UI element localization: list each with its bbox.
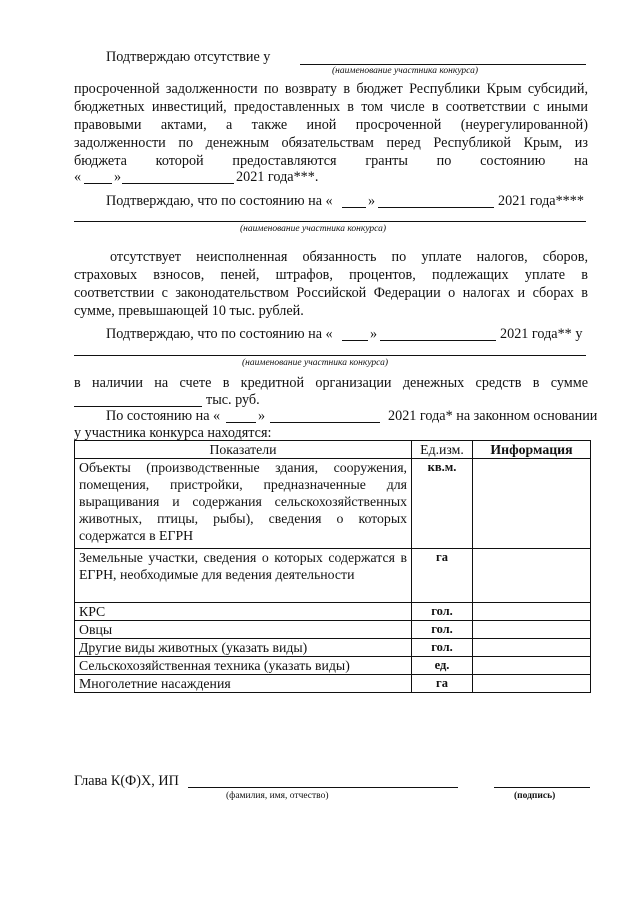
p1-line-5: бюджета которой предоставляются гранты по состоянию на <box>74 153 588 169</box>
p2-line-3: соответствии с законодательством Российской Федерации о налогах и сборах в <box>74 285 588 301</box>
p1-line-4: задолженности по денежным обязательствам перед Республикой Крым, из <box>74 135 588 151</box>
p1-line-3: правовыми актами, а также иной просроченной (неурегулированной) <box>74 117 588 133</box>
p4-lead: По состоянию на « <box>106 408 221 424</box>
p1-month-blank <box>122 183 234 184</box>
row-info-cell[interactable] <box>473 603 591 621</box>
table-row <box>75 549 591 603</box>
header-indicators: Показатели <box>75 441 412 459</box>
p3-year: 2021 года** у <box>500 326 583 342</box>
p1-line-2: бюджетных инвестиций, предоставленных в том числе в соответствии с иными <box>74 99 588 115</box>
row-unit: кв.м. <box>412 459 473 549</box>
signature-label: Глава К(Ф)Х, ИП <box>74 773 179 789</box>
p1-name-blank <box>300 64 586 65</box>
p2-name-blank <box>74 221 586 222</box>
p1-date-close: » <box>114 169 122 185</box>
p3-line-1: в наличии на счете в кредитной организации денежных средств в сумме <box>74 375 588 391</box>
table-row <box>75 459 591 549</box>
p4-year: 2021 года* на законном основании <box>388 408 598 424</box>
row-label: Сельскохозяйственная техника (указать виды) <box>75 657 412 675</box>
table-row <box>75 603 591 621</box>
table-row <box>75 621 591 639</box>
p1-day-blank <box>84 183 112 184</box>
table-row <box>75 657 591 675</box>
row-info-cell[interactable] <box>473 621 591 639</box>
row-unit: га <box>412 549 473 603</box>
p4-date-close: » <box>258 408 266 424</box>
row-unit: гол. <box>412 621 473 639</box>
header-information: Информация <box>473 441 591 459</box>
p1-line-1: просроченной задолженности по возврату в бюджет Республики Крым субсидий, <box>74 81 588 97</box>
row-label: Другие виды животных (указать виды) <box>75 639 412 657</box>
p2-month-blank <box>378 207 494 208</box>
p2-date-close: » <box>368 193 376 209</box>
row-info-cell[interactable] <box>473 459 591 549</box>
row-info-cell[interactable] <box>473 657 591 675</box>
p3-name-blank <box>74 355 586 356</box>
signature-name-caption: (фамилия, имя, отчество) <box>226 791 329 801</box>
header-unit: Ед.изм. <box>412 441 473 459</box>
row-info-cell[interactable] <box>473 675 591 693</box>
signature-sign-blank[interactable] <box>494 787 590 788</box>
p4-month-blank <box>270 422 380 423</box>
p2-line-1: отсутствует неисполненная обязанность по уплате налогов, сборов, <box>110 249 588 265</box>
p3-line-2: тыс. руб. <box>206 392 260 408</box>
row-info-cell[interactable] <box>473 549 591 603</box>
p4-line-2: у участника конкурса находятся: <box>74 425 272 441</box>
p2-line-2: страховых взносов, пеней, штрафов, процентов, подлежащих уплате в <box>74 267 588 283</box>
resources-table <box>74 440 591 693</box>
p4-day-blank <box>226 422 256 423</box>
p1-date-open: « <box>74 169 82 185</box>
row-unit: ед. <box>412 657 473 675</box>
p2-year: 2021 года**** <box>498 193 584 209</box>
p1-date-year: 2021 года***. <box>236 169 319 185</box>
p2-line-4: сумме, превышающей 10 тыс. рублей. <box>74 303 304 319</box>
row-info-cell[interactable] <box>473 639 591 657</box>
p2-lead: Подтверждаю, что по состоянию на « <box>106 193 333 209</box>
table-row <box>75 639 591 657</box>
p3-lead: Подтверждаю, что по состоянию на « <box>106 326 333 342</box>
row-label: КРС <box>75 603 412 621</box>
signature-sign-caption: (подпись) <box>514 791 556 801</box>
p2-caption: (наименование участника конкурса) <box>240 224 387 234</box>
row-label: Многолетние насаждения <box>75 675 412 693</box>
row-unit: гол. <box>412 603 473 621</box>
p1-lead: Подтверждаю отсутствие у <box>106 49 271 65</box>
p3-date-close: » <box>370 326 378 342</box>
table-header-row <box>75 441 591 459</box>
row-label: Земельные участки, сведения о которых содержатся в ЕГРН, необходимые для ведения деятельности <box>75 549 412 603</box>
row-label: Овцы <box>75 621 412 639</box>
p3-month-blank <box>380 340 496 341</box>
p3-day-blank <box>342 340 368 341</box>
row-unit: гол. <box>412 639 473 657</box>
table-row <box>75 675 591 693</box>
p2-day-blank <box>342 207 366 208</box>
row-unit: га <box>412 675 473 693</box>
p1-caption: (наименование участника конкурса) <box>332 66 479 76</box>
row-label: Объекты (производственные здания, сооружения, помещения, пристройки, предназначенные для выращивания и содержания сельскохозяйственных животных, птицы, рыбы), сведения о которых содержатся в ЕГРН <box>75 459 412 549</box>
signature-name-blank[interactable] <box>188 787 458 788</box>
p3-caption: (наименование участника конкурса) <box>242 358 389 368</box>
